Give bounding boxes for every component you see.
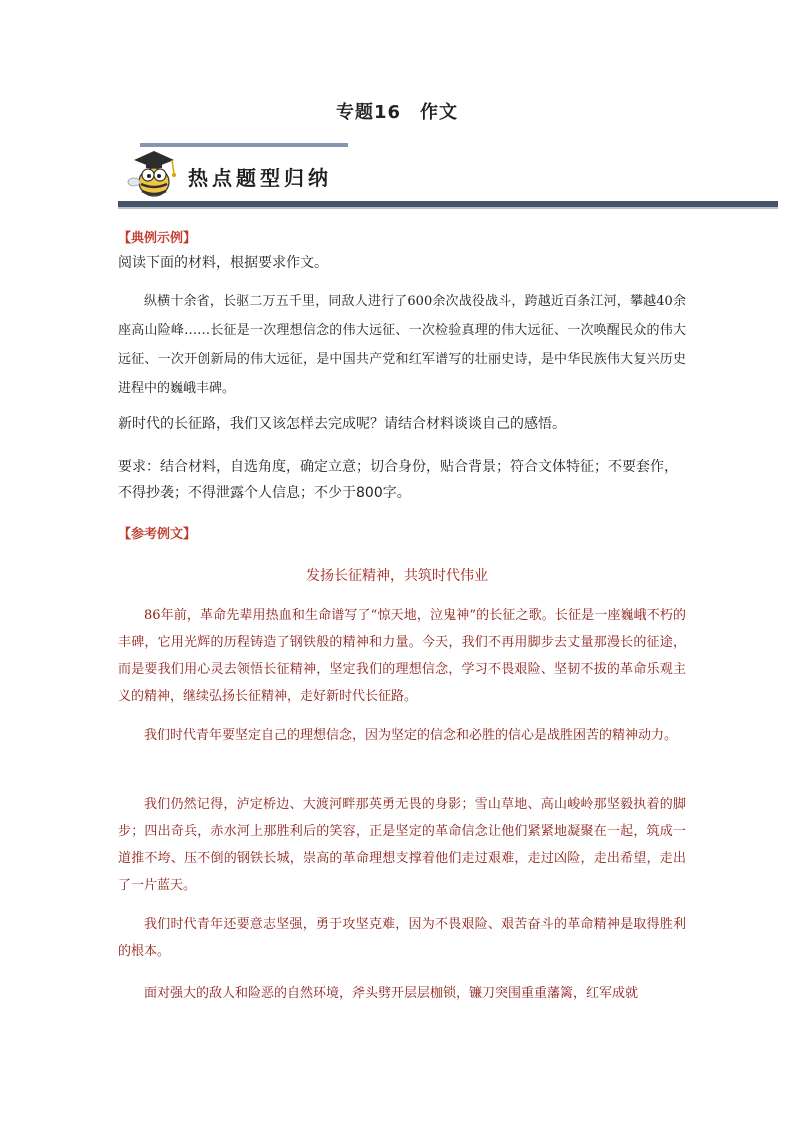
reference-section-tag: 【参考例文】 (118, 527, 197, 542)
essay-paragraph: 我们仍然记得，泸定桥边、大渡河畔那英勇无畏的身影；雪山草地、高山峻岭那坚毅执着的脚步；四出奇兵，赤水河上那胜利后的笑容，正是坚定的革命信念让他们紧紧地凝聚在一起，筑成一道推不垮、压不倒的钢铁长城，崇高的革命理想支撑着他们走过艰难，走过凶险，走出希望，走出了一片蓝天。 (118, 797, 686, 893)
essay-question: 新时代的长征路，我们又该怎样去完成呢？请结合材料谈谈自己的感悟。 (118, 416, 566, 432)
graduate-bee-icon (124, 144, 182, 200)
essay-paragraph: 我们时代青年还要意志坚强，勇于攻坚克难，因为不畏艰险、艰苦奋斗的革命精神是取得胜利的根本。 (118, 917, 686, 959)
essay-paragraph: 86年前，革命先辈用热血和生命谱写了“惊天地，泣鬼神”的长征之歌。长征是一座巍峨不朽的丰碑，它用光辉的历程铸造了钢铁般的精神和力量。今天，我们不再用脚步去丈量那漫长的征途，而是要我们用心灵去领悟长征精神，坚定我们的理想信念，学习不畏艰险、坚韧不拔的革命乐观主义的精神，继续弘扬长征精神，走好新时代长征路。 (118, 608, 686, 704)
example-section-tag: 【典例示例】 (118, 231, 197, 246)
section-banner (118, 140, 778, 212)
banner-shadow-line (118, 207, 778, 209)
essay-paragraph: 我们时代青年要坚定自己的理想信念，因为坚定的信念和必胜的信心是战胜困苦的精神动力。 (144, 728, 678, 743)
example-instruction: 阅读下面的材料，根据要求作文。 (118, 255, 328, 271)
banner-heading: 热点题型归纳 (188, 166, 332, 190)
essay-requirements: 要求：结合材料，自选角度，确定立意；切合身份，贴合背景；符合文体特征；不要套作，不得抄袭；不得泄露个人信息；不少于800字。 (118, 459, 678, 501)
essay-title: 发扬长征精神，共筑时代伟业 (306, 568, 488, 584)
material-passage: 纵横十余省，长驱二万五千里，同敌人进行了600余次战役战斗，跨越近百条江河，攀越40余座高山险峰……长征是一次理想信念的伟大远征、一次检验真理的伟大远征、一次唤醒民众的伟大远征、一次开创新局的伟大远征，是中国共产党和红军谱写的壮丽史诗，是中华民族伟大复兴历史进程中的巍峨丰碑。 (118, 294, 686, 396)
essay-paragraph: 面对强大的敌人和险恶的自然环境，斧头劈开层层枷锁，镰刀突围重重藩篱，红军成就 (144, 986, 639, 1001)
page-title: 专题16 作文 (335, 102, 459, 123)
